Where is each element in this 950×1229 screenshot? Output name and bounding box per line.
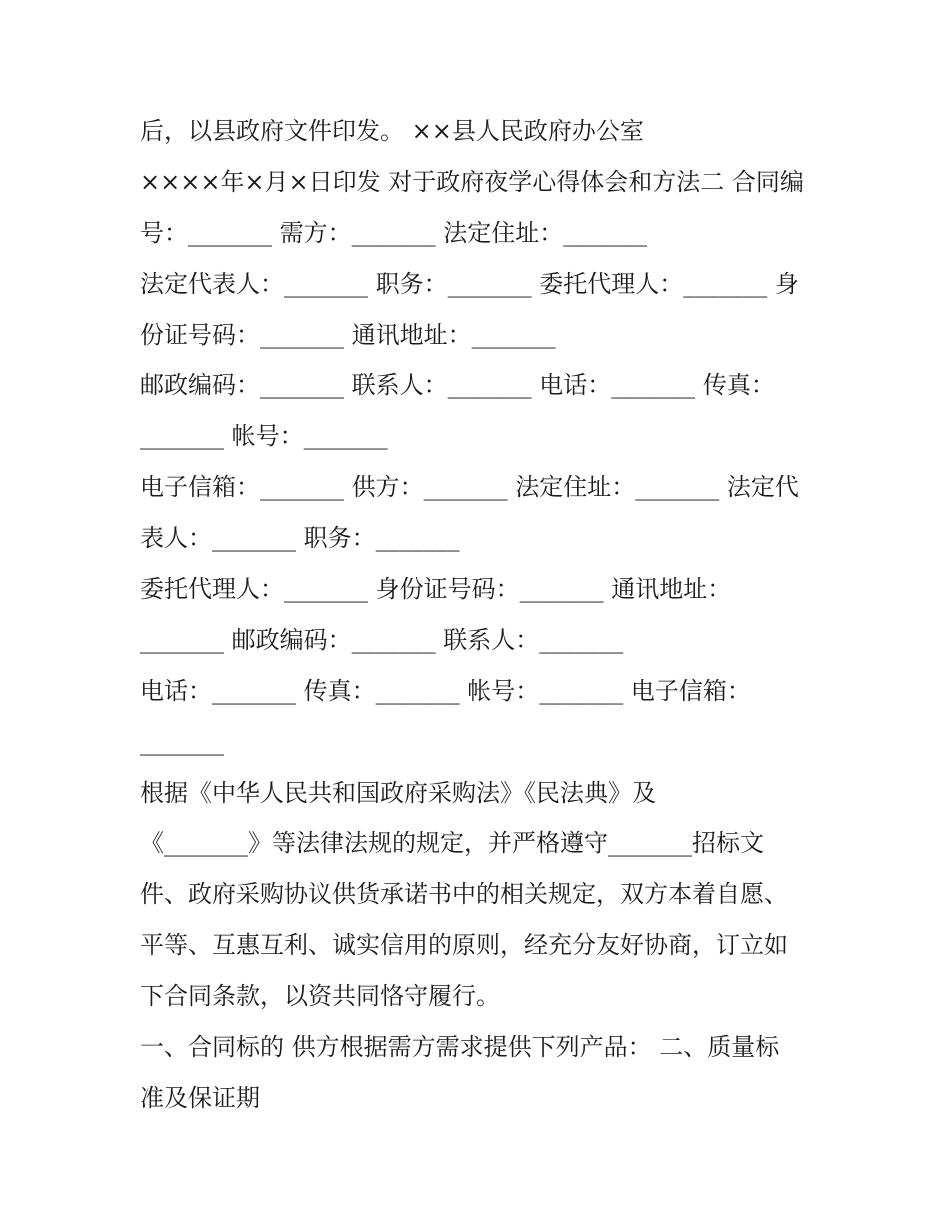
text-line-13: _______ (140, 727, 224, 756)
text-line-17: 平等、互惠互利、诚实信用的原则，经充分友好协商，订立如 (140, 931, 788, 960)
text-line-6: 邮政编码：_______ 联系人：_______ 电话：_______ 传真： (140, 371, 775, 400)
text-line-9: 表人：_______ 职务：_______ (140, 524, 460, 553)
text-line-3: 号：_______ 需方：_______ 法定住址：_______ (140, 218, 648, 247)
text-line-12: 电话：_______ 传真：_______ 帐号：_______ 电子信箱： (140, 676, 751, 705)
document-body (140, 106, 820, 1124)
text-line-5: 份证号码：_______ 通讯地址：_______ (140, 320, 556, 349)
text-line-14: 根据《中华人民共和国政府采购法》《民法典》及 (140, 778, 656, 807)
text-line-10: 委托代理人：_______ 身份证号码：_______ 通讯地址： (140, 575, 732, 604)
text-line-8: 电子信箱：_______ 供方：_______ 法定住址：_______ 法定代 (140, 473, 799, 502)
text-line-7: _______ 帐号：_______ (140, 422, 388, 451)
text-line-11: _______ 邮政编码：_______ 联系人：_______ (140, 625, 624, 654)
text-line-4: 法定代表人：_______ 职务：_______ 委托代理人：_______ 身 (140, 269, 799, 298)
text-line-18: 下合同条款，以资共同恪守履行。 (140, 982, 500, 1011)
text-line-1: 后，以县政府文件印发。 ××县人民政府办公室 (140, 117, 644, 145)
text-line-19: 一、合同标的 供方根据需方需求提供下列产品： 二、质量标 (140, 1033, 780, 1062)
text-line-2: ××××年×月×日印发 对于政府夜学心得体会和方法二 合同编 (140, 167, 804, 196)
text-line-15: 《_______》等法律法规的规定，并严格遵守_______招标文 (140, 829, 764, 858)
text-line-16: 件、政府采购协议供货承诺书中的相关规定，双方本着自愿、 (140, 880, 788, 909)
text-line-20: 准及保证期 (140, 1083, 260, 1112)
